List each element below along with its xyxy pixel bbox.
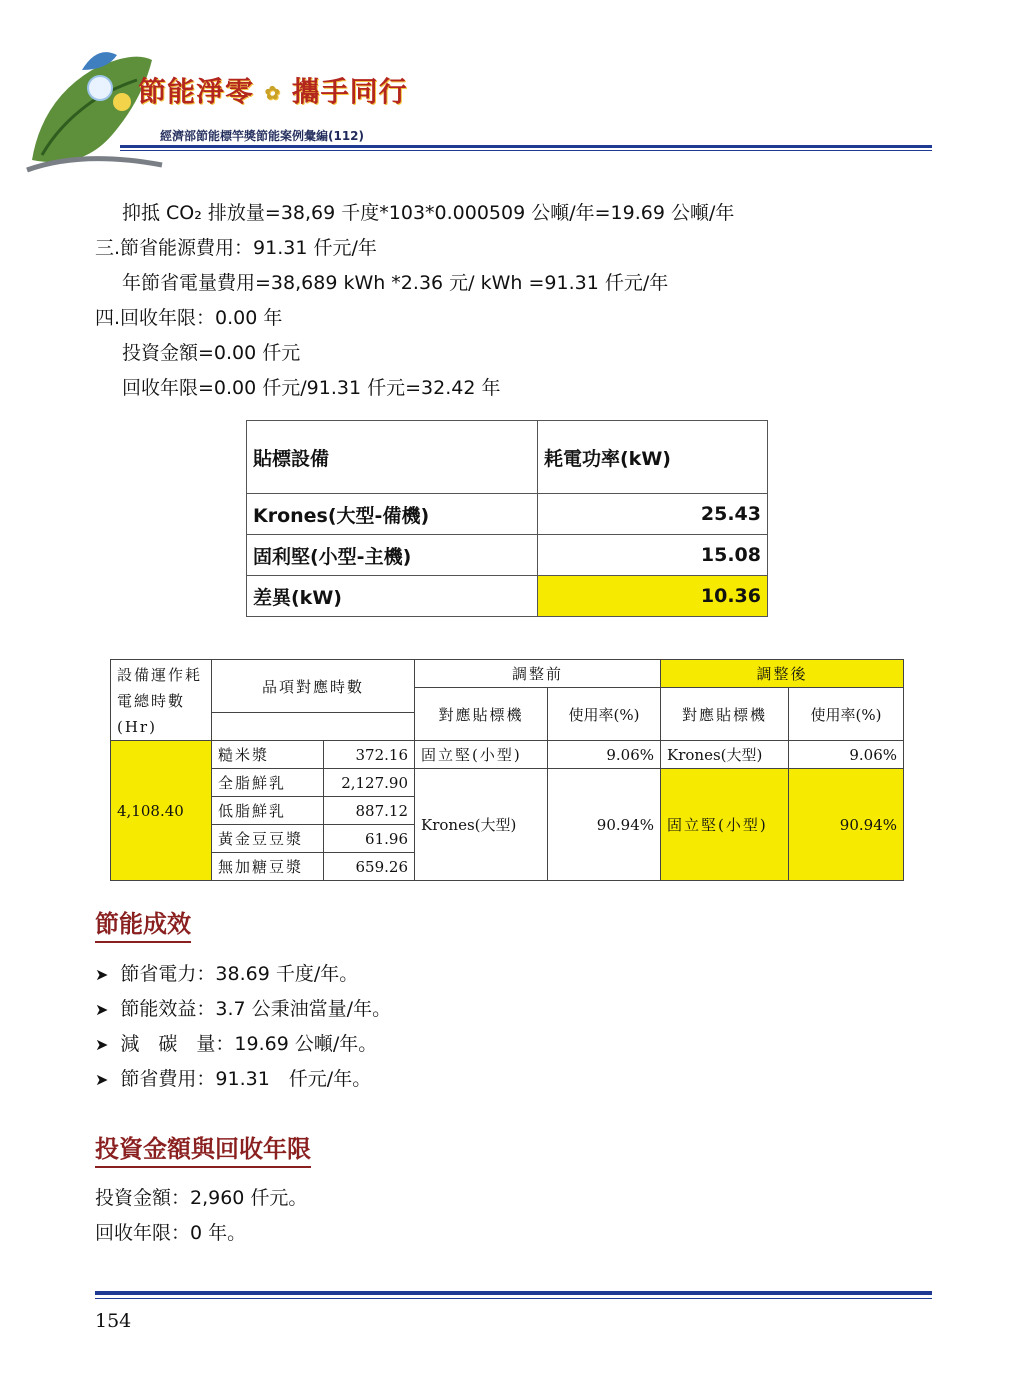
cost-section-title: 三.節省能源費用：91.31 仟元/年 — [95, 237, 377, 259]
table-header-cell: 貼標設備 — [247, 421, 538, 494]
table-row — [247, 494, 768, 535]
before-header: 調整前 — [415, 660, 661, 688]
table-cell: Krones(大型-備機) — [247, 494, 538, 535]
list-item — [95, 1064, 371, 1091]
table-row — [247, 576, 768, 617]
before-machine: 固立堅(小型) — [415, 741, 548, 769]
after-machine: 固立堅(小型) — [661, 769, 789, 881]
total-hours-header: 設備運作耗電總時數(Hr) — [111, 660, 212, 741]
arrow-bullet-icon: ➤ — [95, 1000, 109, 1019]
invest-calc-line: 投資金額=0.00 仟元 — [122, 342, 301, 364]
sub-header: 對應貼標機 — [661, 688, 789, 741]
payback-section-title: 四.回收年限：0.00 年 — [95, 307, 283, 329]
footer-rule-thin — [95, 1298, 932, 1299]
brand-left: 節能淨零 — [138, 75, 255, 108]
item-hours: 659.26 — [323, 853, 414, 881]
cost-calc-line: 年節省電量費用=38,689 kWh *2.36 元/ kWh =91.31 仟元/年 — [122, 272, 669, 294]
table-row — [111, 741, 904, 769]
arrow-bullet-icon: ➤ — [95, 1070, 109, 1089]
arrow-bullet-icon: ➤ — [95, 1035, 109, 1054]
footer-rule — [95, 1291, 932, 1295]
item-name: 低脂鮮乳 — [212, 797, 324, 825]
sub-header: 使用率(%) — [789, 688, 904, 741]
result-text: 節省費用：91.31 仟元/年。 — [120, 1068, 372, 1090]
item-name: 無加糖豆漿 — [212, 853, 324, 881]
item-name: 全脂鮮乳 — [212, 769, 324, 797]
item-hours: 2,127.90 — [323, 769, 414, 797]
power-comparison-table — [246, 420, 768, 617]
table-cell-highlight: 10.36 — [538, 576, 768, 617]
before-rate: 9.06% — [548, 741, 661, 769]
header-rule — [120, 145, 932, 148]
brand-right: 攜手同行 — [291, 75, 408, 108]
table-cell: 差異(kW) — [247, 576, 538, 617]
list-item — [95, 994, 391, 1021]
item-name: 黃金豆豆漿 — [212, 825, 324, 853]
table-cell: 25.43 — [538, 494, 768, 535]
brand-separator-icon: ✿ — [264, 83, 281, 104]
labeler-usage-table — [110, 659, 904, 881]
after-header: 調整後 — [661, 660, 904, 688]
item-hours: 61.96 — [323, 825, 414, 853]
header-subtitle: 經濟部節能標竿獎節能案例彙編(112) — [160, 129, 365, 143]
page-number: 154 — [95, 1310, 132, 1332]
investment-amount: 投資金額：2,960 仟元。 — [95, 1187, 308, 1209]
after-rate: 90.94% — [789, 769, 904, 881]
list-item — [95, 959, 358, 986]
table-cell-spacer — [212, 713, 415, 741]
table-row — [111, 769, 904, 797]
table-cell: 15.08 — [538, 535, 768, 576]
sub-header: 使用率(%) — [548, 688, 661, 741]
item-name: 糙米漿 — [212, 741, 324, 769]
before-machine: Krones(大型) — [415, 769, 548, 881]
investment-payback: 回收年限：0 年。 — [95, 1222, 247, 1244]
result-text: 減 碳 量：19.69 公噸/年。 — [120, 1033, 378, 1055]
after-rate: 9.06% — [789, 741, 904, 769]
campaign-brand — [138, 70, 408, 110]
after-machine: Krones(大型) — [661, 741, 789, 769]
table-cell: 固利堅(小型-主機) — [247, 535, 538, 576]
investment-heading: 投資金額與回收年限 — [95, 1129, 311, 1168]
results-heading: 節能成效 — [95, 904, 191, 943]
arrow-bullet-icon: ➤ — [95, 965, 109, 984]
table-row — [247, 535, 768, 576]
item-hours: 372.16 — [323, 741, 414, 769]
campaign-logo — [22, 40, 172, 180]
table-row — [111, 660, 904, 688]
payback-calc-line: 回收年限=0.00 仟元/91.31 仟元=32.42 年 — [122, 377, 501, 399]
item-hours: 887.12 — [323, 797, 414, 825]
header-rule-thin — [120, 150, 932, 151]
co2-calc-line: 抑抵 CO₂ 排放量=38,69 千度*103*0.000509 公噸/年=19.69 公噸/年 — [122, 202, 735, 224]
item-hours-header: 品項對應時數 — [212, 660, 415, 713]
before-rate: 90.94% — [548, 769, 661, 881]
table-header-cell: 耗電功率(kW) — [538, 421, 768, 494]
result-text: 節能效益：3.7 公秉油當量/年。 — [120, 998, 392, 1020]
sub-header: 對應貼標機 — [415, 688, 548, 741]
result-text: 節省電力：38.69 千度/年。 — [120, 963, 359, 985]
total-hours-value: 4,108.40 — [111, 741, 212, 881]
table-row — [247, 421, 768, 494]
list-item — [95, 1029, 377, 1056]
